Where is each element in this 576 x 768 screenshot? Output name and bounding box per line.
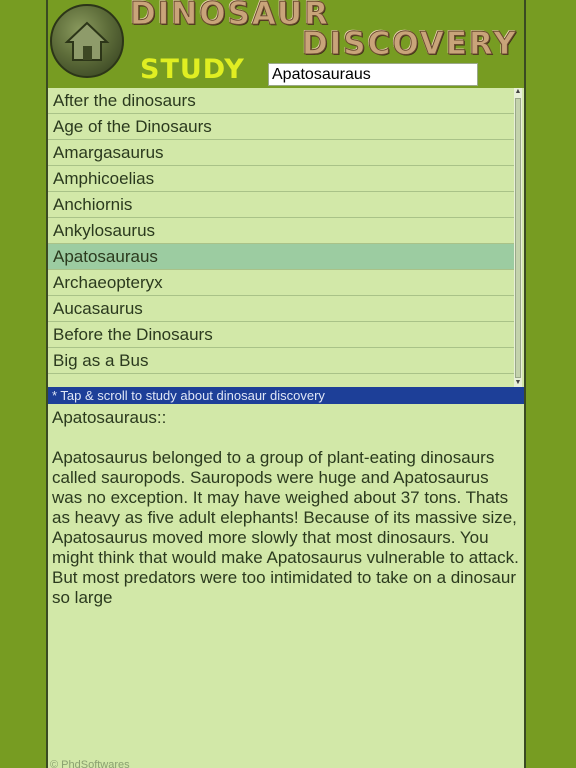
- scroll-thumb[interactable]: [515, 98, 521, 378]
- scroll-up-arrow-icon[interactable]: ▲: [514, 88, 522, 95]
- list-item[interactable]: Before the Dinosaurs: [48, 322, 516, 348]
- hint-bar: * Tap & scroll to study about dinosaur discovery: [48, 387, 524, 404]
- topic-list-items: [48, 88, 524, 374]
- list-scrollbar[interactable]: [514, 88, 522, 387]
- topic-list[interactable]: [48, 88, 524, 387]
- list-item[interactable]: Age of the Dinosaurs: [48, 114, 516, 140]
- app-title-line2: DISCOVERY: [302, 26, 518, 62]
- detail-title: Apatosauraus::: [52, 408, 167, 427]
- detail-panel: [48, 404, 524, 760]
- app-frame: [46, 0, 526, 768]
- search-input[interactable]: [268, 63, 478, 86]
- home-icon: [63, 18, 111, 64]
- home-button[interactable]: [50, 4, 124, 78]
- list-item[interactable]: After the dinosaurs: [48, 88, 516, 114]
- list-item[interactable]: Ankylosaurus: [48, 218, 516, 244]
- list-item[interactable]: Amargasaurus: [48, 140, 516, 166]
- list-item[interactable]: Aucasaurus: [48, 296, 516, 322]
- list-item[interactable]: Big as a Bus: [48, 348, 516, 374]
- list-item[interactable]: Archaeopteryx: [48, 270, 516, 296]
- study-label: STUDY: [140, 54, 245, 85]
- detail-body: Apatosaurus belonged to a group of plant-eating dinosaurs called sauropods. Sauropods were huge and Apatosaurus was no exception. It may have weighed about 37 tons. Thats as heavy as five adult elephants! Because of its massive size, Apatosaurus moved more slowly that most dinosaurs. You might think that would make Apatosaurus vulnerable to attack. But most predators were too intimidated to take on a dinosaur so large: [52, 448, 519, 607]
- list-item[interactable]: Amphicoelias: [48, 166, 516, 192]
- list-item[interactable]: Anchiornis: [48, 192, 516, 218]
- app-title-line1: DINOSAUR: [130, 0, 330, 32]
- scroll-down-arrow-icon[interactable]: ▼: [514, 379, 522, 386]
- list-item[interactable]: Apatosauraus: [48, 244, 516, 270]
- footer-copyright: © PhdSoftwares: [50, 760, 130, 768]
- header: [48, 0, 524, 88]
